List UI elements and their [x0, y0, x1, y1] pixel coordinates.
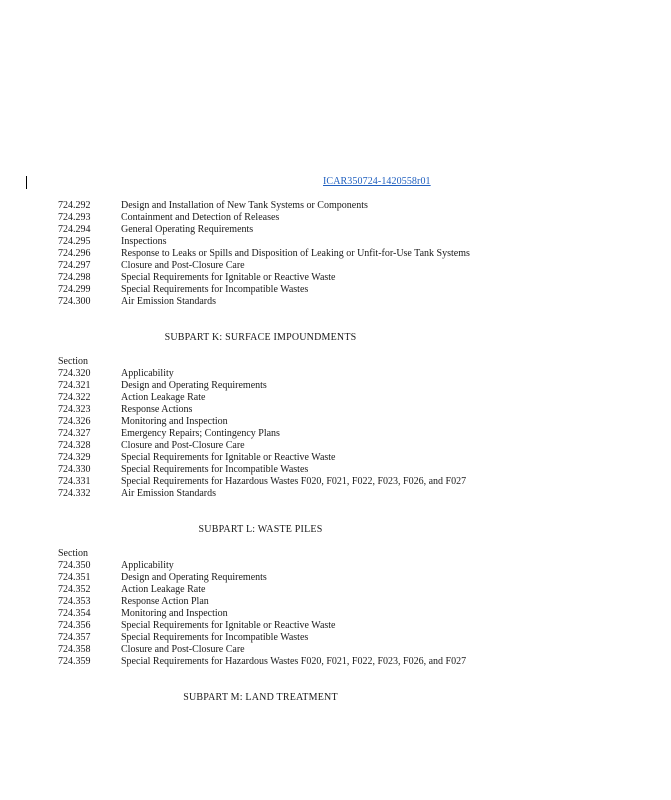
- section-number: 724.326: [58, 416, 91, 427]
- subpart-k-sections-list: [58, 368, 478, 500]
- section-row: [58, 404, 478, 416]
- section-row: [58, 644, 478, 656]
- section-title: Special Requirements for Hazardous Wastes F020, F021, F022, F023, F026, and F027: [121, 476, 467, 487]
- section-row: [58, 428, 478, 440]
- section-number: 724.321: [58, 380, 91, 391]
- section-row: [58, 212, 478, 224]
- section-number: 724.297: [58, 260, 91, 271]
- section-title: Monitoring and Inspection: [121, 416, 228, 427]
- section-title: Special Requirements for Incompatible Wastes: [121, 284, 309, 295]
- section-number: 724.298: [58, 272, 91, 283]
- section-row: [58, 560, 478, 572]
- section-title: Response Actions: [121, 404, 193, 415]
- section-number: 724.296: [58, 248, 91, 259]
- subpart-l-heading: SUBPART L: WASTE PILES: [198, 524, 323, 535]
- section-number: 724.353: [58, 596, 91, 607]
- section-title: Design and Installation of New Tank Systems or Components: [121, 200, 368, 211]
- reference-id-link[interactable]: ICAR350724-1420558r01: [323, 176, 431, 187]
- section-row: [58, 608, 478, 620]
- section-title: Closure and Post-Closure Care: [121, 260, 245, 271]
- section-title: Closure and Post-Closure Care: [121, 644, 245, 655]
- section-number: 724.300: [58, 296, 91, 307]
- revision-change-bar: [26, 176, 27, 189]
- section-number: 724.359: [58, 656, 91, 667]
- section-row: [58, 488, 478, 500]
- section-number: 724.320: [58, 368, 91, 379]
- section-title: Special Requirements for Hazardous Wastes F020, F021, F022, F023, F026, and F027: [121, 656, 467, 667]
- section-number: 724.327: [58, 428, 91, 439]
- section-number: 724.322: [58, 392, 91, 403]
- section-row: [58, 368, 478, 380]
- section-title: Special Requirements for Ignitable or Reactive Waste: [121, 272, 336, 283]
- section-number: 724.299: [58, 284, 91, 295]
- section-number: 724.332: [58, 488, 91, 499]
- section-number: 724.294: [58, 224, 91, 235]
- section-row: [58, 272, 478, 284]
- section-row: [58, 632, 478, 644]
- section-title: Special Requirements for Incompatible Wastes: [121, 632, 309, 643]
- section-title: Special Requirements for Incompatible Wastes: [121, 464, 309, 475]
- subpart-l-sections-list: [58, 560, 478, 668]
- section-row: [58, 572, 478, 584]
- tank-sections-list: [58, 200, 478, 308]
- section-number: 724.352: [58, 584, 91, 595]
- section-row: [58, 464, 478, 476]
- section-title: Applicability: [121, 368, 174, 379]
- section-title: Air Emission Standards: [121, 488, 216, 499]
- section-title: Special Requirements for Ignitable or Reactive Waste: [121, 620, 336, 631]
- section-title: General Operating Requirements: [121, 224, 254, 235]
- section-row: [58, 392, 478, 404]
- section-row: [58, 416, 478, 428]
- section-row: [58, 248, 478, 260]
- section-number: 724.331: [58, 476, 91, 487]
- section-row: [58, 440, 478, 452]
- section-number: 724.293: [58, 212, 91, 223]
- section-row: [58, 584, 478, 596]
- section-title: Design and Operating Requirements: [121, 380, 267, 391]
- section-title: Response Action Plan: [121, 596, 209, 607]
- section-title: Air Emission Standards: [121, 296, 216, 307]
- section-number: 724.356: [58, 620, 91, 631]
- section-number: 724.328: [58, 440, 91, 451]
- section-title: Containment and Detection of Releases: [121, 212, 280, 223]
- section-title: Monitoring and Inspection: [121, 608, 228, 619]
- section-title: Response to Leaks or Spills and Disposition of Leaking or Unfit-for-Use Tank Systems: [121, 248, 470, 259]
- subpart-m-heading: SUBPART M: LAND TREATMENT: [183, 692, 338, 703]
- section-row: [58, 260, 478, 272]
- section-title: Design and Operating Requirements: [121, 572, 267, 583]
- section-number: 724.357: [58, 632, 91, 643]
- section-title: Inspections: [121, 236, 167, 247]
- section-row: [58, 224, 478, 236]
- section-number: 724.351: [58, 572, 91, 583]
- section-row: [58, 296, 478, 308]
- section-label: Section: [58, 356, 88, 367]
- section-number: 724.350: [58, 560, 91, 571]
- section-number: 724.292: [58, 200, 91, 211]
- section-title: Action Leakage Rate: [121, 584, 206, 595]
- section-row: [58, 236, 478, 248]
- section-number: 724.330: [58, 464, 91, 475]
- section-row: [58, 284, 478, 296]
- section-row: [58, 620, 478, 632]
- section-number: 724.329: [58, 452, 91, 463]
- section-row: [58, 596, 478, 608]
- subpart-k-heading: SUBPART K: SURFACE IMPOUNDMENTS: [164, 332, 357, 343]
- section-title: Applicability: [121, 560, 174, 571]
- section-number: 724.295: [58, 236, 91, 247]
- section-row: [58, 200, 478, 212]
- subpart-l-block: [58, 548, 478, 668]
- subpart-k-block: [58, 356, 478, 500]
- section-title: Special Requirements for Ignitable or Reactive Waste: [121, 452, 336, 463]
- section-number: 724.354: [58, 608, 91, 619]
- section-row: [58, 476, 478, 488]
- section-row: [58, 380, 478, 392]
- section-row: [58, 452, 478, 464]
- section-row: [58, 656, 478, 668]
- section-label: Section: [58, 548, 88, 559]
- section-title: Emergency Repairs; Contingency Plans: [121, 428, 280, 439]
- section-number: 724.323: [58, 404, 91, 415]
- section-title: Closure and Post-Closure Care: [121, 440, 245, 451]
- section-title: Action Leakage Rate: [121, 392, 206, 403]
- section-number: 724.358: [58, 644, 91, 655]
